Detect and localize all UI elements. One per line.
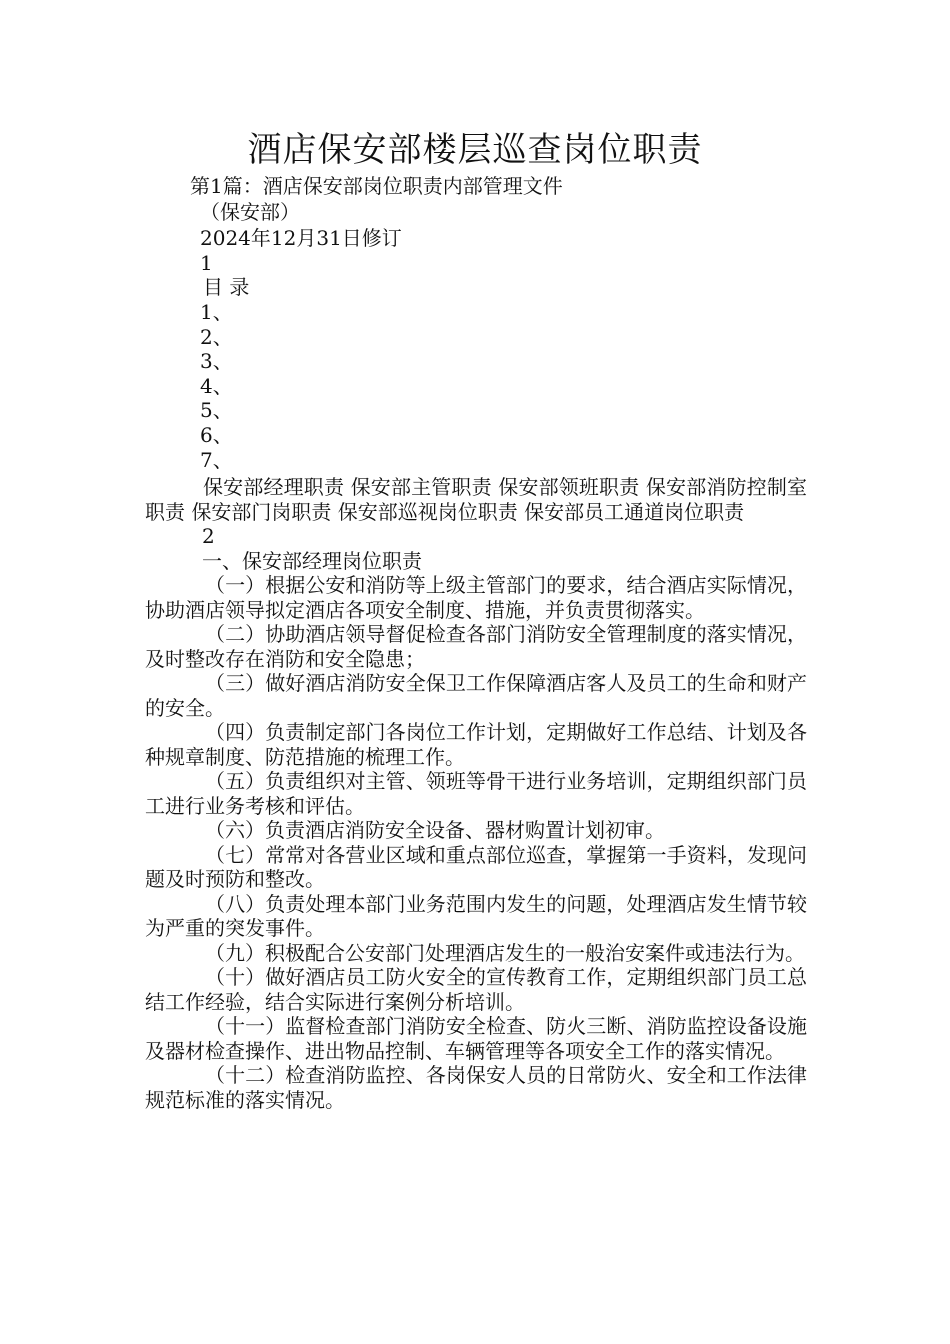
paragraph: （十二）检查消防监控、各岗保安人员的日常防火、安全和工作法律规范标准的落实情况。 xyxy=(145,1063,807,1112)
paragraph: （一）根据公安和消防等上级主管部门的要求，结合酒店实际情况，协助酒店领导拟定酒店各项安全制度、措施，并负责贯彻落实。 xyxy=(145,573,807,622)
toc-number: 7、 xyxy=(200,448,233,472)
paragraph: （三）做好酒店消防安全保卫工作保障酒店客人及员工的生命和财产的安全。 xyxy=(145,671,807,720)
page-number: 1 xyxy=(200,251,213,275)
toc-number: 5、 xyxy=(200,398,233,422)
toc-number: 4、 xyxy=(200,374,233,398)
paragraph: （十一）监督检查部门消防安全检查、防火三断、消防监控设备设施及器材检查操作、进出物品控制、车辆管理等各项安全工作的落实情况。 xyxy=(145,1014,807,1063)
toc-number: 2、 xyxy=(200,325,233,349)
paragraph: （九）积极配合公安部门处理酒店发生的一般治安案件或违法行为。 xyxy=(205,940,805,965)
page-number: 2 xyxy=(202,524,215,548)
paragraph: （十）做好酒店员工防火安全的宣传教育工作，定期组织部门员工总结工作经验，结合实际进行案例分析培训。 xyxy=(145,965,807,1014)
document-subtitle: 第1篇：酒店保安部岗位职责内部管理文件 xyxy=(190,174,563,198)
paragraph: （五）负责组织对主管、领班等骨干进行业务培训，定期组织部门员工进行业务考核和评估。 xyxy=(145,769,807,818)
toc-number: 1、 xyxy=(200,300,233,324)
toc-entries: 保安部经理职责 保安部主管职责 保安部领班职责 保安部消防控制室职责 保安部门岗职责 保安部巡视岗位职责 保安部员工通道岗位职责 xyxy=(145,475,807,524)
document-body xyxy=(145,475,807,1112)
department-label: （保安部） xyxy=(200,200,300,224)
document-title: 酒店保安部楼层巡查岗位职责 xyxy=(247,130,703,170)
toc-heading: 目 录 xyxy=(203,275,250,299)
paragraph: （七）常常对各营业区域和重点部位巡查，掌握第一手资料，发现问题及时预防和整改。 xyxy=(145,842,807,891)
revision-date: 2024年12月31日修订 xyxy=(200,226,402,250)
paragraph: （八）负责处理本部门业务范围内发生的问题，处理酒店发生情节较为严重的突发事件。 xyxy=(145,891,807,940)
toc-number: 3、 xyxy=(200,349,233,373)
paragraph: （四）负责制定部门各岗位工作计划，定期做好工作总结、计划及各种规章制度、防范措施的梳理工作。 xyxy=(145,720,807,769)
paragraph: （二）协助酒店领导督促检查各部门消防安全管理制度的落实情况，及时整改存在消防和安全隐患； xyxy=(145,622,807,671)
section-heading: 一、保安部经理岗位职责 xyxy=(202,548,422,573)
toc-number: 6、 xyxy=(200,423,233,447)
paragraph: （六）负责酒店消防安全设备、器材购置计划初审。 xyxy=(205,818,665,842)
